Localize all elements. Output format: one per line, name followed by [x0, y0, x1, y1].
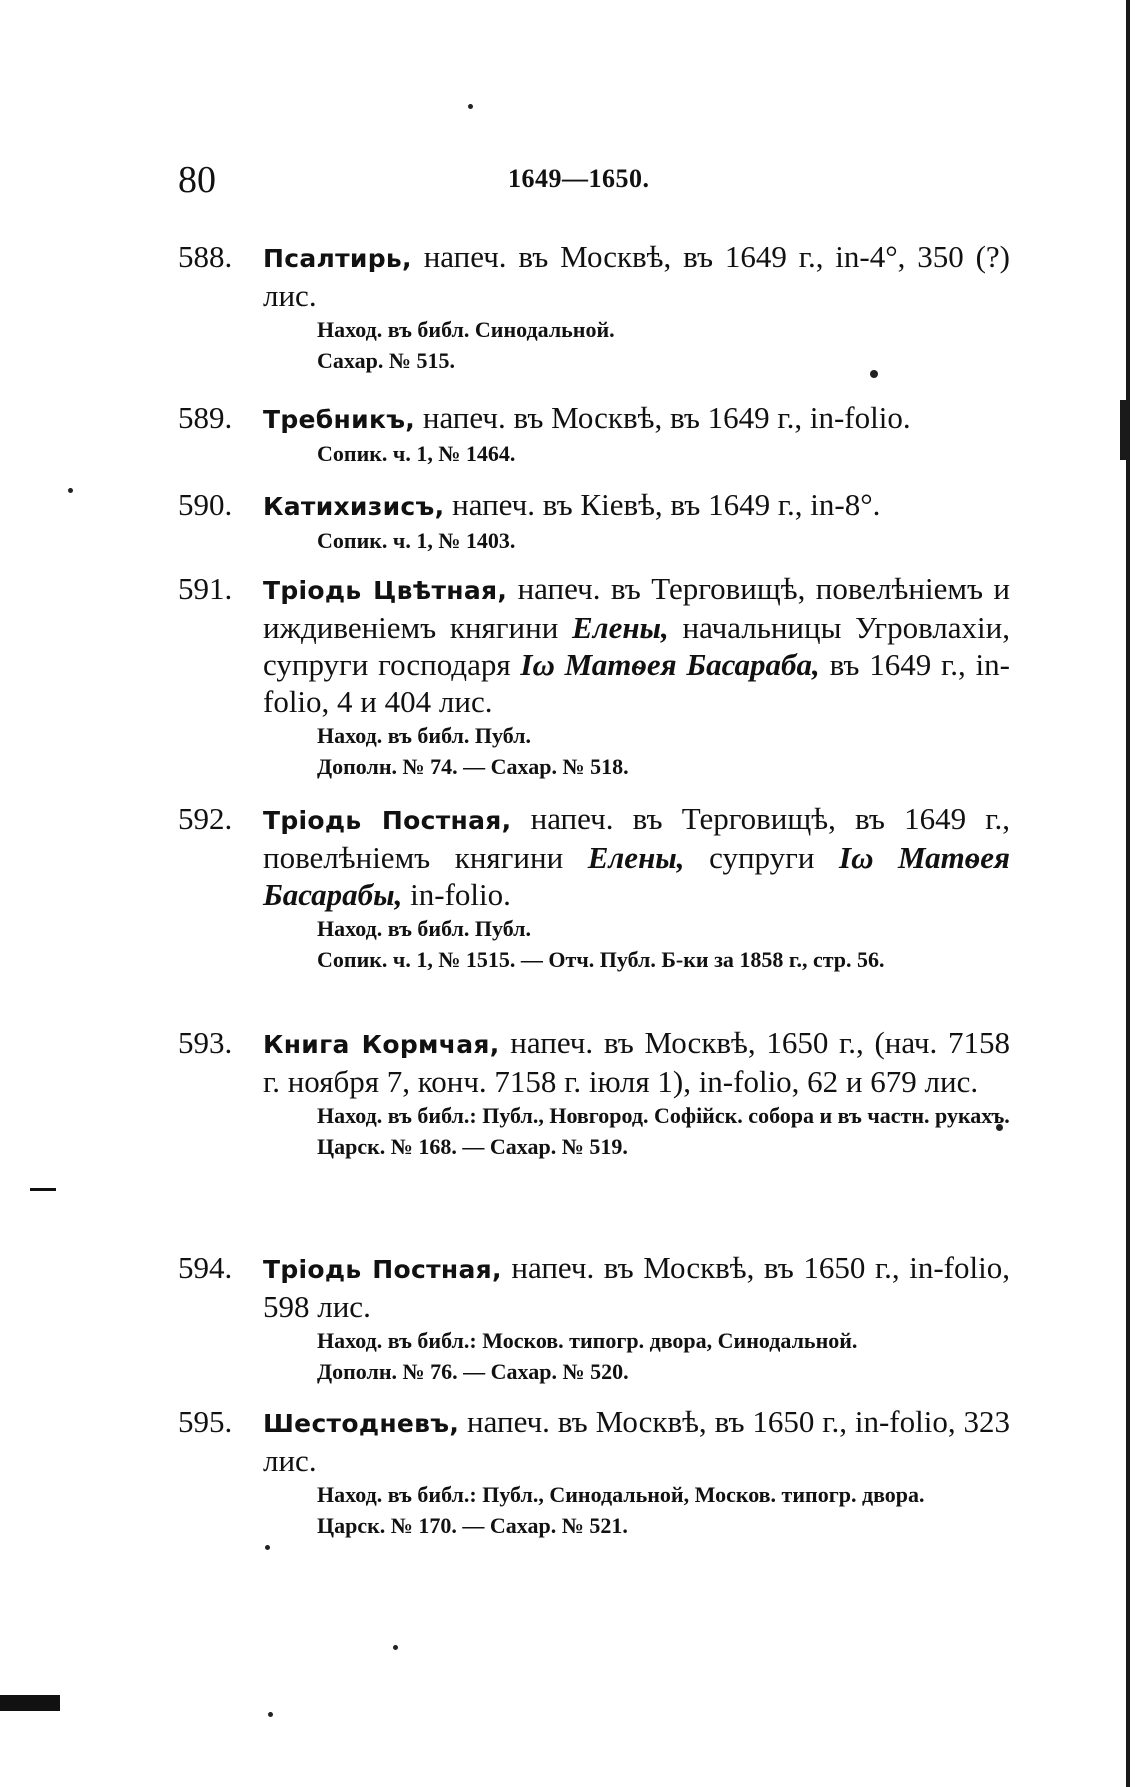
entry-person: Іω Матѳея Басараба,	[520, 647, 820, 682]
entry-note: Дополн. № 74. — Сахар. № 518.	[317, 754, 629, 779]
entry-590	[178, 486, 1010, 556]
entry-note: Наход. въ библ. Публ.	[317, 916, 532, 941]
entry-589	[178, 399, 1010, 469]
entry-594	[178, 1249, 1010, 1387]
entry-text	[178, 1024, 1010, 1100]
entry-person: Іω Матѳея Басарабы,	[263, 840, 1011, 912]
entry-number: 589.	[178, 400, 233, 435]
entry-title: Тріодь Постная,	[263, 806, 512, 835]
speck	[468, 104, 473, 109]
speck	[268, 1712, 273, 1717]
entry-note: Наход. въ библ.: Публ., Синодальной, Москов. типогр. двора.	[317, 1482, 925, 1507]
entry-number: 595.	[178, 1404, 233, 1439]
entry-description: напеч. въ Москвѣ, въ 1649 г., in-folio.	[415, 400, 911, 435]
entry-number: 593.	[178, 1025, 233, 1060]
entry-title: Шестодневъ,	[263, 1409, 460, 1438]
entry-description: in-folio.	[402, 877, 511, 912]
running-header: 1649—1650.	[508, 164, 650, 193]
entry-title: Катихизисъ,	[263, 492, 445, 521]
entry-note: Царск. № 168. — Сахар. № 519.	[317, 1134, 628, 1159]
entry-description: въ 1649 г., in-folio, 4 и 404 лис.	[263, 647, 1010, 719]
entry-description: напеч. въ Москвѣ, 1650 г., (нач. 7158 г. ноября 7, конч. 7158 г. іюля 1), in-folio, 62 и 679 лис.	[263, 1025, 1010, 1099]
entry-note: Сопик. ч. 1, № 1403.	[317, 528, 516, 553]
speck	[393, 1645, 398, 1650]
entry-note: Дополн. № 76. — Сахар. № 520.	[317, 1359, 629, 1384]
entry-note: Царск. № 170. — Сахар. № 521.	[317, 1513, 628, 1538]
entry-description: начальницы Угровлахіи, супруги господаря	[263, 610, 1010, 682]
entry-person: Елены,	[571, 610, 669, 645]
entry-text	[178, 570, 1010, 720]
entry-description: напеч. въ Москвѣ, въ 1650 г., in-folio, 598 лис.	[263, 1250, 1010, 1324]
page-edge-line	[1126, 0, 1130, 1787]
page-number: 80	[178, 159, 216, 201]
entry-text	[178, 399, 1010, 438]
ink-smudge	[0, 1695, 60, 1711]
entry-note: Наход. въ библ. Публ.	[317, 723, 532, 748]
entry-text	[178, 800, 1010, 913]
entry-text	[178, 486, 1010, 525]
entry-text	[178, 1249, 1010, 1325]
entry-note: Сопик. ч. 1, № 1464.	[317, 441, 516, 466]
entry-number: 588.	[178, 239, 233, 274]
entry-description: напеч. въ Терговищѣ, повелѣніемъ и иждивеніемъ княгини	[263, 571, 1010, 645]
entry-note: Наход. въ библ.: Публ., Новгород. Софійск. собора и въ частн. рукахъ.	[317, 1103, 1010, 1128]
entry-number: 590.	[178, 487, 233, 522]
entry-588	[178, 238, 1010, 376]
entry-note: Сопик. ч. 1, № 1515. — Отч. Публ. Б-ки за 1858 г., стр. 56.	[317, 947, 885, 972]
entry-number: 594.	[178, 1250, 233, 1285]
entry-description: напеч. въ Кіевѣ, въ 1649 г., in-8°.	[444, 487, 881, 522]
entry-text	[178, 238, 1010, 314]
entry-note: Сахар. № 515.	[317, 348, 455, 373]
entry-title: Псалтирь,	[263, 244, 412, 273]
entry-title: Тріодь Цвѣтная,	[263, 576, 508, 605]
entry-description: напеч. въ Терговищѣ, въ 1649 г., повелѣніемъ княгини	[263, 801, 1010, 875]
entry-595	[178, 1403, 1010, 1541]
entry-description: напеч. въ Москвѣ, въ 1649 г., in-4°, 350 (?) лис.	[263, 239, 1010, 313]
entry-description: супруги	[684, 840, 839, 875]
entry-note: Наход. въ библ.: Москов. типогр. двора, Синодальной.	[317, 1328, 858, 1353]
speck	[265, 1545, 270, 1550]
ink-mark	[30, 1188, 56, 1191]
entry-592	[178, 800, 1010, 975]
entry-title: Тріодь Постная,	[263, 1255, 502, 1284]
entry-title: Требникъ,	[263, 405, 416, 434]
entry-person: Елены,	[587, 840, 685, 875]
entry-593	[178, 1024, 1010, 1162]
entry-number: 591.	[178, 571, 233, 606]
entry-text	[178, 1403, 1010, 1479]
entry-description: напеч. въ Москвѣ, въ 1650 г., in-folio, 323 лис.	[263, 1404, 1010, 1478]
speck	[68, 488, 73, 493]
entry-title: Книга Кормчая,	[263, 1030, 500, 1059]
entry-number: 592.	[178, 801, 233, 836]
entry-note: Наход. въ библ. Синодальной.	[317, 317, 615, 342]
page-edge-mark	[1120, 400, 1126, 460]
entry-591	[178, 570, 1010, 782]
